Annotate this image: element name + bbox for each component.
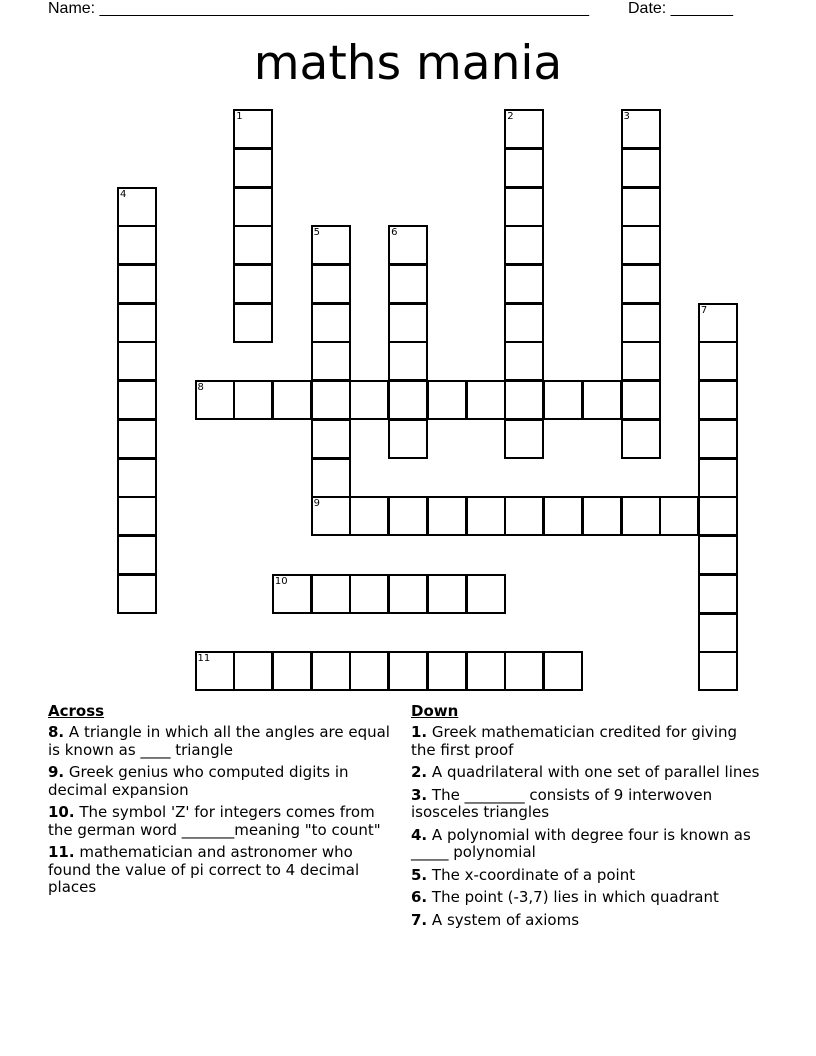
grid-cell[interactable] bbox=[504, 651, 544, 691]
grid-cell[interactable] bbox=[504, 148, 544, 188]
clue-item-number: 10. bbox=[48, 803, 75, 821]
clue-item-text: mathematician and astronomer who found the value of pi correct to 4 decimal places bbox=[48, 843, 360, 896]
grid-cell[interactable] bbox=[543, 496, 583, 536]
name-field[interactable]: Name: _______________________________________________________ bbox=[48, 0, 589, 17]
clue-item-text: The x-coordinate of a point bbox=[431, 865, 636, 884]
grid-cell[interactable] bbox=[117, 574, 157, 614]
clue-item-text: A triangle in which all the angles are equal is known as ____ triangle bbox=[48, 723, 390, 759]
grid-cell[interactable] bbox=[311, 651, 351, 691]
clue-number: 11 bbox=[197, 653, 211, 665]
grid-cell[interactable] bbox=[621, 225, 661, 265]
grid-cell[interactable] bbox=[311, 380, 351, 420]
clue-item bbox=[411, 787, 761, 822]
grid-cell[interactable] bbox=[698, 613, 738, 653]
grid-cell[interactable] bbox=[233, 187, 273, 227]
clue-item-text: A system of axioms bbox=[431, 910, 580, 929]
clue-item-number: 2. bbox=[411, 763, 428, 781]
clue-item bbox=[411, 912, 761, 930]
grid-cell[interactable] bbox=[504, 341, 544, 381]
grid-cell[interactable] bbox=[466, 496, 506, 536]
clue-number: 10 bbox=[274, 575, 288, 587]
grid-cell[interactable] bbox=[698, 380, 738, 420]
grid-cell[interactable] bbox=[427, 574, 467, 614]
grid-cell[interactable] bbox=[543, 651, 583, 691]
grid-cell[interactable] bbox=[504, 303, 544, 343]
grid-cell[interactable] bbox=[311, 574, 351, 614]
grid-cell[interactable] bbox=[621, 148, 661, 188]
grid-cell[interactable] bbox=[621, 303, 661, 343]
clue-number: 9 bbox=[313, 498, 320, 510]
clue-number: 4 bbox=[120, 188, 127, 200]
grid-cell[interactable] bbox=[621, 380, 661, 420]
clue-item-number: 9. bbox=[48, 763, 65, 781]
clue-number: 1 bbox=[236, 111, 243, 122]
grid-cell[interactable] bbox=[195, 651, 235, 691]
grid-cell[interactable] bbox=[698, 458, 738, 498]
clue-number: 8 bbox=[197, 382, 204, 394]
clue-item-number: 7. bbox=[411, 910, 428, 929]
grid-cell[interactable] bbox=[117, 264, 157, 304]
grid-cell[interactable] bbox=[388, 341, 428, 381]
grid-cell[interactable] bbox=[621, 419, 661, 459]
clue-item-number: 6. bbox=[411, 888, 428, 906]
grid-cell[interactable] bbox=[659, 496, 699, 536]
clue-item-number: 8. bbox=[48, 723, 65, 741]
clue-item bbox=[48, 804, 394, 839]
clue-item-text: Greek genius who computed digits in decimal expansion bbox=[48, 763, 349, 799]
grid-cell[interactable] bbox=[543, 380, 583, 420]
down-heading: Down bbox=[411, 702, 459, 720]
clue-item-number: 4. bbox=[411, 825, 428, 844]
clue-number: 2 bbox=[507, 111, 514, 122]
grid-cell[interactable] bbox=[427, 380, 467, 420]
clue-item-text: The symbol 'Z' for integers comes from the german word _______meaning "to count" bbox=[48, 803, 381, 839]
clue-item-text: A quadrilateral with one set of parallel lines bbox=[431, 763, 760, 781]
grid-cell[interactable] bbox=[117, 341, 157, 381]
grid-cell[interactable] bbox=[272, 380, 312, 420]
grid-cell[interactable] bbox=[582, 496, 622, 536]
grid-cell[interactable] bbox=[349, 651, 389, 691]
grid-cell[interactable] bbox=[504, 380, 544, 420]
grid-cell[interactable] bbox=[388, 225, 428, 265]
clue-number: 3 bbox=[623, 111, 630, 122]
clue-item-number: 5. bbox=[411, 865, 428, 884]
grid-cell[interactable] bbox=[621, 496, 661, 536]
clue-item bbox=[48, 724, 394, 759]
grid-cell[interactable] bbox=[311, 303, 351, 343]
grid-cell[interactable] bbox=[698, 419, 738, 459]
grid-cell[interactable] bbox=[117, 380, 157, 420]
grid-cell[interactable] bbox=[117, 225, 157, 265]
clue-item-text: The ________ consists of 9 interwoven isosceles triangles bbox=[411, 785, 713, 821]
grid-cell[interactable] bbox=[621, 109, 661, 149]
grid-cell[interactable] bbox=[311, 496, 351, 536]
grid-cell[interactable] bbox=[504, 496, 544, 536]
clue-item-number: 11. bbox=[48, 843, 75, 861]
grid-cell[interactable] bbox=[233, 225, 273, 265]
grid-cell[interactable] bbox=[311, 458, 351, 498]
grid-cell[interactable] bbox=[621, 264, 661, 304]
grid-cell[interactable] bbox=[388, 419, 428, 459]
grid-cell[interactable] bbox=[311, 225, 351, 265]
grid-cell[interactable] bbox=[388, 380, 428, 420]
clue-item bbox=[48, 764, 394, 799]
grid-cell[interactable] bbox=[195, 380, 235, 420]
grid-cell[interactable] bbox=[117, 303, 157, 343]
clue-item bbox=[411, 867, 761, 885]
page-title: maths mania bbox=[253, 36, 563, 91]
grid-cell[interactable] bbox=[233, 303, 273, 343]
grid-cell[interactable] bbox=[427, 496, 467, 536]
across-clue-list bbox=[48, 724, 394, 897]
grid-cell[interactable] bbox=[698, 496, 738, 536]
grid-cell[interactable] bbox=[698, 574, 738, 614]
clue-number: 7 bbox=[700, 304, 708, 316]
date-field[interactable]: Date: _______ bbox=[628, 0, 733, 17]
grid-cell[interactable] bbox=[388, 574, 428, 614]
grid-cell[interactable] bbox=[621, 341, 661, 381]
grid-cell[interactable] bbox=[504, 264, 544, 304]
clue-number: 6 bbox=[391, 227, 398, 239]
down-clues bbox=[411, 702, 761, 934]
grid-cell[interactable] bbox=[388, 303, 428, 343]
grid-cell[interactable] bbox=[504, 419, 544, 459]
down-clue-list bbox=[411, 724, 761, 929]
grid-cell[interactable] bbox=[117, 535, 157, 575]
clue-number: 5 bbox=[313, 227, 320, 239]
clue-item-text: A polynomial with degree four is known as _____ polynomial bbox=[411, 825, 751, 861]
clue-item bbox=[411, 827, 761, 862]
grid-cell[interactable] bbox=[504, 187, 544, 227]
grid-cell[interactable] bbox=[117, 458, 157, 498]
clue-item bbox=[411, 889, 761, 907]
grid-cell[interactable] bbox=[388, 651, 428, 691]
grid-cell[interactable] bbox=[388, 264, 428, 304]
grid-cell[interactable] bbox=[311, 264, 351, 304]
grid-cell[interactable] bbox=[117, 419, 157, 459]
grid-cell[interactable] bbox=[698, 303, 738, 343]
clue-item-number: 3. bbox=[411, 785, 428, 804]
grid-cell[interactable] bbox=[272, 574, 312, 614]
clue-item-number: 1. bbox=[411, 723, 428, 741]
grid-cell[interactable] bbox=[466, 574, 506, 614]
clue-item bbox=[411, 764, 761, 782]
grid-cell[interactable] bbox=[698, 535, 738, 575]
clue-item-text: The point (-3,7) lies in which quadrant bbox=[431, 888, 719, 906]
across-clues bbox=[48, 702, 394, 902]
grid-cell[interactable] bbox=[698, 341, 738, 381]
grid-cell[interactable] bbox=[504, 109, 544, 149]
grid-cell[interactable] bbox=[233, 651, 273, 691]
grid-cell[interactable] bbox=[272, 651, 312, 691]
grid-cell[interactable] bbox=[233, 264, 273, 304]
grid-cell[interactable] bbox=[466, 651, 506, 691]
clue-item bbox=[48, 844, 394, 897]
grid-cell[interactable] bbox=[311, 341, 351, 381]
grid-cell[interactable] bbox=[349, 574, 389, 614]
grid-cell[interactable] bbox=[698, 651, 738, 691]
grid-cell[interactable] bbox=[388, 496, 428, 536]
grid-cell[interactable] bbox=[466, 380, 506, 420]
grid-cell[interactable] bbox=[311, 419, 351, 459]
grid-cell[interactable] bbox=[621, 187, 661, 227]
grid-cell[interactable] bbox=[582, 380, 622, 420]
grid-cell[interactable] bbox=[117, 496, 157, 536]
grid-cell[interactable] bbox=[233, 109, 273, 149]
clue-item-text: Greek mathematician credited for giving the first proof bbox=[411, 723, 738, 759]
grid-cell[interactable] bbox=[349, 380, 389, 420]
grid-cell[interactable] bbox=[233, 380, 273, 420]
grid-cell[interactable] bbox=[349, 496, 389, 536]
clue-item bbox=[411, 724, 761, 759]
grid-cell[interactable] bbox=[427, 651, 467, 691]
across-heading: Across bbox=[48, 702, 105, 720]
grid-cell[interactable] bbox=[117, 187, 157, 227]
grid-cell[interactable] bbox=[504, 225, 544, 265]
grid-cell[interactable] bbox=[233, 148, 273, 188]
